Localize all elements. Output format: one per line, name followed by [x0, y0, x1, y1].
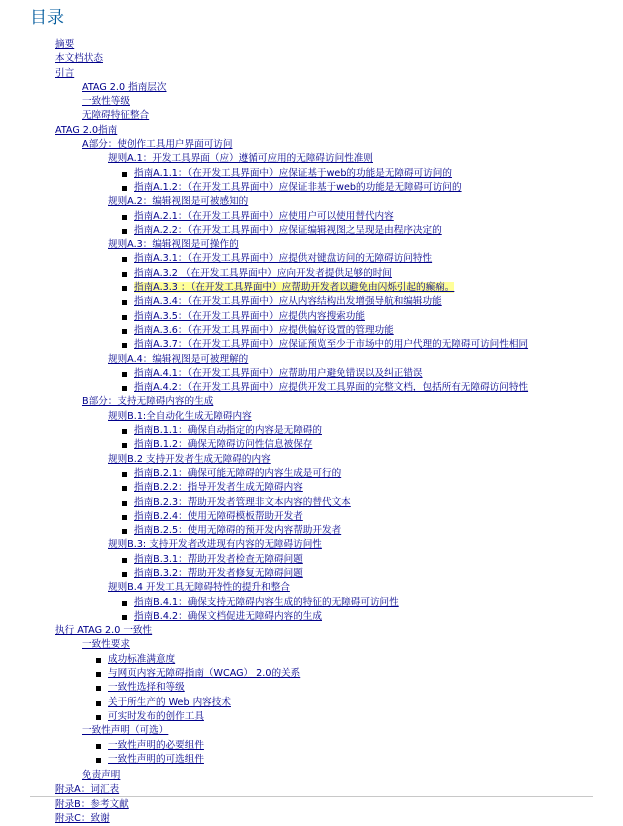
toc-link-guideline[interactable]: 指南B.2.5：使用无障碍的预开发内容帮助开发者 [134, 525, 342, 537]
toc-item-requirements[interactable] [82, 638, 619, 724]
toc-sublist-guidelines [122, 210, 619, 239]
toc-link-guideline[interactable]: 指南A.3.5：（在开发工具界面中）应提供内容搜索功能 [134, 310, 365, 322]
toc-item-guideline[interactable] [122, 224, 619, 238]
toc-link-principle[interactable]: 规则A.4：编辑视图是可被理解的 [108, 353, 249, 365]
toc-link-guideline[interactable]: 指南A.4.2：（在开发工具界面中）应提供开发工具界面的完整文档，包括所有无障碍访问特性 [134, 382, 529, 394]
toc-item-guideline[interactable] [122, 381, 619, 395]
bottom-divider [30, 796, 593, 797]
toc-link-principle[interactable]: 规则B.2 支持开发者生成无障碍的内容 [108, 453, 271, 465]
toc-item-guideline[interactable] [122, 338, 619, 352]
toc-link-abstract[interactable]: 摘要 [55, 39, 75, 50]
toc-link-guideline[interactable]: 指南B.3.2：帮助开发者修复无障碍问题 [134, 567, 303, 579]
toc-link-guideline[interactable]: 指南B.2.2：指导开发者生成无障碍内容 [134, 482, 303, 494]
toc-item-guideline[interactable] [122, 310, 619, 324]
toc-list [55, 38, 619, 826]
toc-link-guideline[interactable]: 指南A.2.2：（在开发工具界面中）应保证编辑视图之呈现是由程序决定的 [134, 224, 442, 236]
toc-item-guideline[interactable] [122, 510, 619, 524]
toc-item-principle[interactable] [108, 410, 619, 453]
toc-link-appendix-b[interactable]: 附录B：参考文献 [55, 798, 129, 810]
toc-item-guideline[interactable] [122, 281, 619, 295]
toc-item-part-b[interactable] [82, 395, 619, 624]
toc-link[interactable]: ATAG 2.0 指南层次 [82, 81, 167, 93]
toc-link-principle[interactable]: 规则B.4 开发工具无障碍特性的提升和整合 [108, 582, 290, 594]
toc-item-principle[interactable] [108, 238, 619, 352]
toc-link-principle[interactable]: 规则B.1:全自动化生成无障碍内容 [108, 410, 252, 422]
toc-link[interactable]: 一致性选择和等级 [108, 682, 185, 694]
toc-item-guideline[interactable] [122, 553, 619, 567]
toc-item-principle[interactable] [108, 581, 619, 624]
toc-sublist-guidelines [122, 424, 619, 453]
toc-item-guideline[interactable] [122, 481, 619, 495]
toc-item-guidelines[interactable] [55, 124, 619, 624]
toc-link-status[interactable]: 本文档状态 [55, 53, 103, 65]
toc-sublist-parts [82, 138, 619, 624]
toc-item[interactable] [96, 667, 619, 681]
toc-item[interactable] [96, 710, 619, 724]
toc-link-guideline[interactable]: 指南B.1.2：确保无障碍访问性信息被保存 [134, 439, 313, 451]
toc-sublist-requirements [96, 653, 619, 724]
toc-item-guideline[interactable] [122, 524, 619, 538]
toc-item-guideline[interactable] [122, 424, 619, 438]
toc-link-guideline[interactable]: 指南B.1.1：确保自动指定的内容是无障碍的 [134, 425, 322, 437]
toc-link-guideline[interactable]: 指南A.3.4：（在开发工具界面中）应从内容结构出发增强导航和编辑功能 [134, 296, 442, 308]
toc-item-appendix[interactable] [55, 812, 619, 826]
toc-item-guideline[interactable] [122, 252, 619, 266]
toc-sublist-guidelines [122, 467, 619, 538]
toc-link-conformance[interactable]: 执行 ATAG 2.0 一致性 [55, 625, 153, 637]
toc-item-guideline[interactable] [122, 324, 619, 338]
toc-item-guideline[interactable] [122, 596, 619, 610]
toc-item-guideline[interactable] [122, 181, 619, 195]
toc-link-guideline[interactable]: 指南A.3.6：（在开发工具界面中）应提供偏好设置的管理功能 [134, 324, 394, 336]
toc-link-guideline[interactable]: 指南B.3.1：帮助开发者检查无障碍问题 [134, 553, 303, 565]
toc-link-guideline[interactable]: 指南A.3.2 （在开发工具界面中）应向开发者提供足够的时间 [134, 267, 392, 279]
toc-item[interactable] [55, 52, 619, 66]
toc-sublist-conformance [82, 638, 619, 783]
toc-sublist-guidelines [122, 167, 619, 196]
toc-link-guideline[interactable]: 指南B.2.1：确保可能无障碍的内容生成是可行的 [134, 467, 342, 479]
toc-link-guideline[interactable]: 指南A.1.1：（在开发工具界面中）应保证基于web的功能是无障碍可访问的 [134, 167, 452, 179]
toc-item-principle[interactable] [108, 353, 619, 396]
toc-link-disclaimer[interactable]: 免责声明 [82, 770, 121, 782]
toc-sublist-intro [82, 81, 619, 124]
toc-item[interactable] [96, 653, 619, 667]
toc-link-guideline[interactable]: 指南A.1.2：（在开发工具界面中）应保证非基于web的功能是无障碍可访问的 [134, 181, 462, 193]
toc-link-intro[interactable]: 引言 [55, 67, 75, 79]
toc-item-guideline[interactable] [122, 567, 619, 581]
toc-item-guideline[interactable] [122, 267, 619, 281]
toc-link[interactable]: 无障碍特征整合 [82, 110, 150, 122]
toc-link-part-a[interactable]: A部分：使创作工具用户界面可访问 [82, 139, 233, 151]
toc-item-guideline[interactable] [122, 610, 619, 624]
toc-item-guideline[interactable] [122, 295, 619, 309]
toc-link-principle[interactable]: 规则B.3: 支持开发者改进现有内容的无障碍访问性 [108, 539, 322, 551]
toc-link-guideline[interactable]: 指南B.2.3：帮助开发者管理非文本内容的替代文本 [134, 496, 351, 508]
toc-item-principle[interactable] [108, 152, 619, 195]
toc-item-guideline[interactable] [122, 438, 619, 452]
toc-link-guideline[interactable]: 指南A.3.1：（在开发工具界面中）应提供对键盘访问的无障碍访问特性 [134, 253, 433, 265]
toc-item-principle[interactable] [108, 538, 619, 581]
toc-link-guideline[interactable]: 指南B.4.2：确保文档促进无障碍内容的生成 [134, 610, 322, 622]
toc-item-conformance[interactable] [55, 624, 619, 783]
toc-sublist-part-a [108, 152, 619, 395]
toc-item-part-a[interactable] [82, 138, 619, 395]
toc-item-guideline[interactable] [122, 467, 619, 481]
toc-link-part-b[interactable]: B部分：支持无障碍内容的生成 [82, 396, 214, 408]
toc-item-guideline[interactable] [122, 167, 619, 181]
toc-item-principle[interactable] [108, 195, 619, 238]
toc-link[interactable]: 关于所生产的 Web 内容技术 [108, 696, 231, 708]
toc-link[interactable]: 一致性声明的可选组件 [108, 753, 204, 765]
toc-item-guideline[interactable] [122, 367, 619, 381]
toc-link-guideline[interactable]: 指南A.2.1：（在开发工具界面中）应使用户可以使用替代内容 [134, 210, 394, 222]
toc-title: 目录 [30, 8, 64, 28]
toc-link-guideline[interactable]: 指南B.4.1：确保支持无障碍内容生成的特征的无障碍可访问性 [134, 596, 399, 608]
toc-link-claims[interactable]: 一致性声明（可选） [82, 725, 169, 737]
toc-item[interactable] [82, 81, 619, 95]
toc-sublist-guidelines [122, 553, 619, 582]
toc-link-requirements[interactable]: 一致性要求 [82, 639, 130, 651]
toc-item[interactable] [55, 38, 619, 52]
toc-sublist-guidelines [122, 596, 619, 625]
toc-item[interactable] [96, 753, 619, 767]
toc-item[interactable] [82, 95, 619, 109]
toc-link-guideline[interactable]: 指南A.4.1：（在开发工具界面中）应帮助用户避免错误以及纠正错误 [134, 367, 423, 379]
toc-link-appendix-a[interactable]: 附录A：词汇表 [55, 784, 120, 796]
toc-item-intro[interactable] [55, 67, 619, 124]
toc-sublist-guidelines [122, 367, 619, 396]
toc-sublist-guidelines [122, 252, 619, 352]
toc-item-disclaimer[interactable] [82, 769, 619, 783]
toc-link-guideline[interactable]: 指南A.3.7：（在开发工具界面中）应保证预览至少于市场中的用户代理的无障碍可访问性相同 [134, 339, 529, 351]
toc-link-principle[interactable]: 规则A.1：开发工具界面（应）遵循可应用的无障碍访问性准则 [108, 153, 373, 165]
toc-item-guideline[interactable] [122, 496, 619, 510]
toc-sublist-part-b [108, 410, 619, 624]
toc-item[interactable] [96, 681, 619, 695]
toc-link[interactable]: 一致性声明的必要组件 [108, 739, 204, 751]
toc-link-principle[interactable]: 规则A.2：编辑视图是可被感知的 [108, 196, 249, 208]
toc-link-guideline[interactable]: 指南B.2.4：使用无障碍模板帮助开发者 [134, 510, 303, 522]
toc-link-appendix-c[interactable]: 附录C：致谢 [55, 813, 110, 825]
toc-item[interactable] [82, 109, 619, 123]
toc-item[interactable] [96, 739, 619, 753]
toc-item-guideline[interactable] [122, 210, 619, 224]
toc-sublist-claims [96, 739, 619, 768]
toc-link-guidelines[interactable]: ATAG 2.0指南 [55, 124, 118, 136]
toc-link[interactable]: 成功标准满意度 [108, 653, 176, 665]
toc-link[interactable]: 一致性等级 [82, 96, 130, 108]
toc-item[interactable] [96, 696, 619, 710]
toc-item-claims[interactable] [82, 724, 619, 767]
toc-link-guideline-highlighted[interactable]: 指南A.3.3 ：（在开发工具界面中）应帮助开发者以避免由闪烁引起的癫痫。 [134, 282, 455, 294]
toc-link-principle[interactable]: 规则A.3：编辑视图是可操作的 [108, 239, 239, 251]
toc-item-principle[interactable] [108, 453, 619, 539]
toc-link[interactable]: 与网页内容无障碍指南（WCAG） 2.0的关系 [108, 668, 301, 680]
toc-link[interactable]: 可实时发布的创作工具 [108, 710, 204, 722]
